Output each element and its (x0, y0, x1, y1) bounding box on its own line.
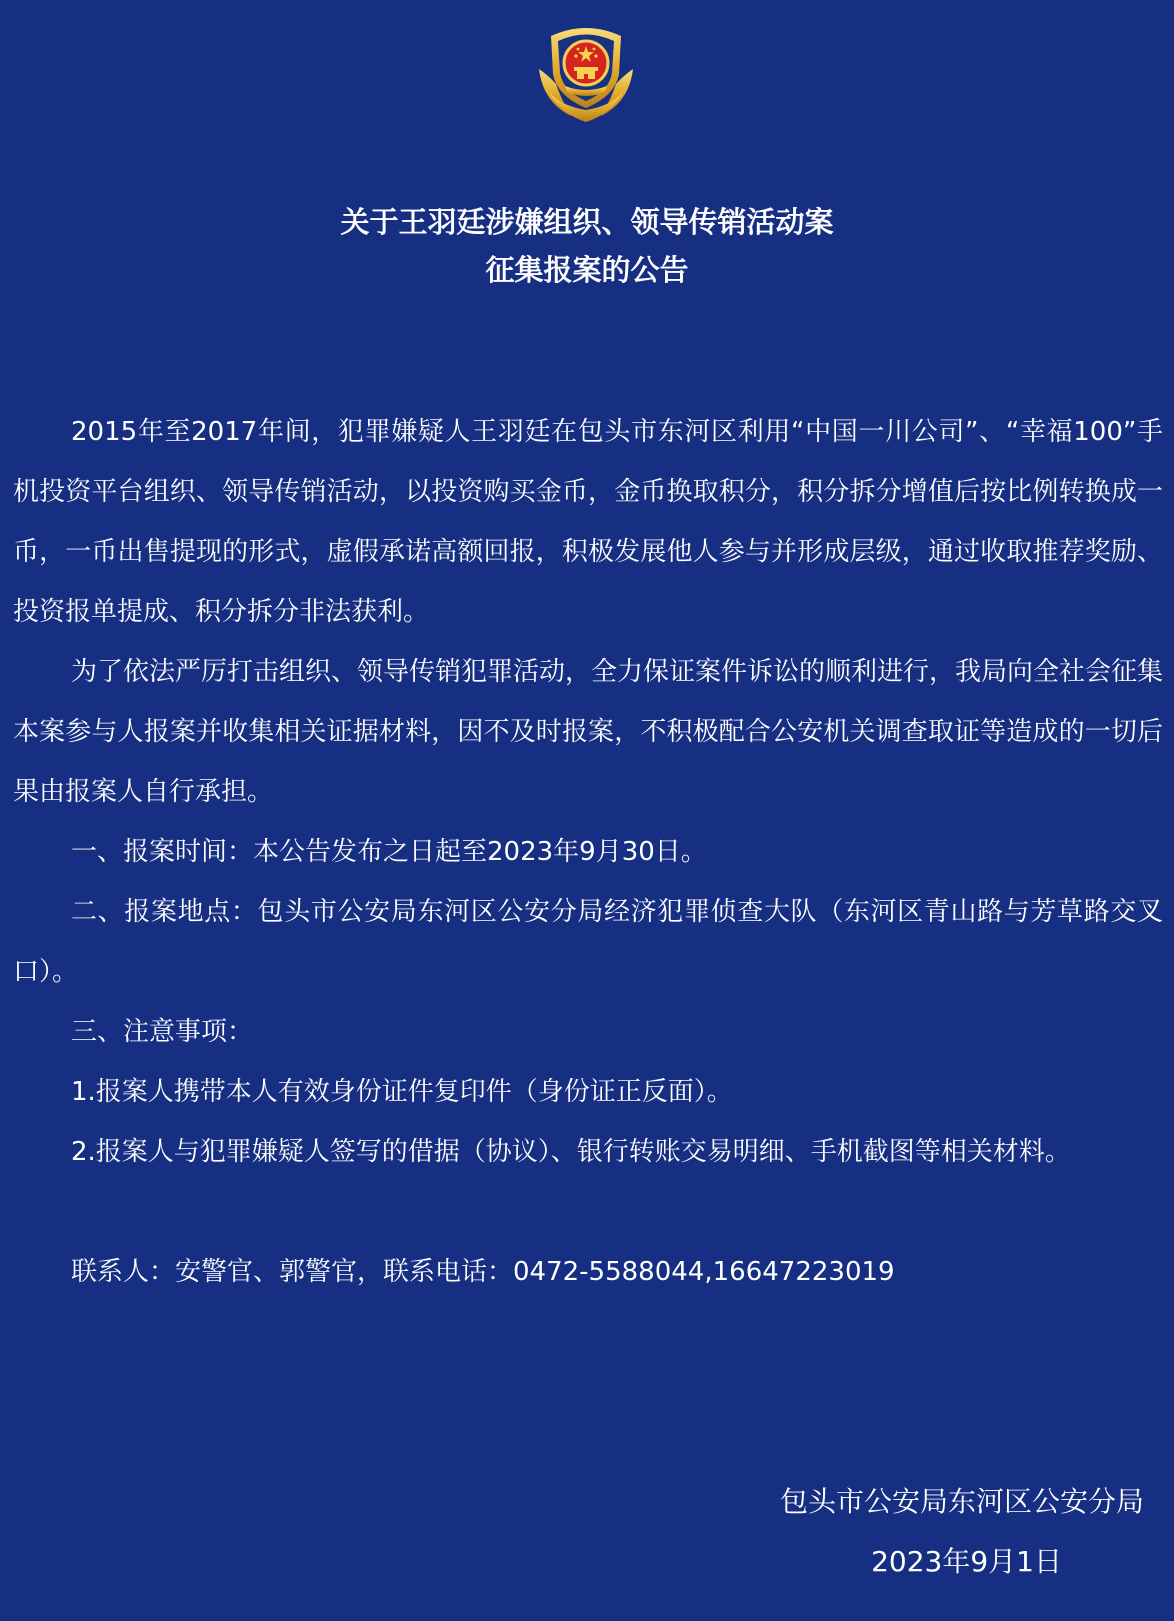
spacer (13, 1182, 1163, 1242)
announcement-title (0, 198, 1174, 294)
title-line-2: 征集报案的公告 (485, 253, 689, 287)
note-id-copy: 1.报案人携带本人有效身份证件复印件（身份证正反面）。 (71, 1077, 733, 1107)
contact-info: 联系人：安警官、郭警官，联系电话：0472-5588044,16647223019 (71, 1257, 895, 1287)
issuing-organization: 包头市公安局东河区公安分局 (779, 1485, 1144, 1518)
paragraph-case-description: 2015年至2017年间，犯罪嫌疑人王羽廷在包头市东河区利用“中国一川公司”、“幸福100”手机投资平台组织、领导传销活动，以投资购买金币，金币换取积分，积分拆分增值后按比例转换成一币，一币出售提现的形式，虚假承诺高额回报，积极发展他人参与并形成层级，通过收取推荐奖励、投资报单提成、积分拆分非法获利。 (13, 417, 1163, 627)
title-line-1: 关于王羽廷涉嫌组织、领导传销活动案 (340, 205, 834, 239)
item-notes-heading: 三、注意事项： (71, 1017, 254, 1047)
item-report-location: 二、报案地点：包头市公安局东河区公安分局经济犯罪侦查大队（东河区青山路与芳草路交叉口）。 (13, 897, 1163, 987)
issue-date: 2023年9月1日 (871, 1545, 1062, 1578)
paragraph-call-for-reports: 为了依法严厉打击组织、领导传销犯罪活动，全力保证案件诉讼的顺利进行，我局向全社会征集本案参与人报案并收集相关证据材料，因不及时报案，不积极配合公安机关调查取证等造成的一切后果由报案人自行承担。 (13, 657, 1164, 807)
announcement-body (13, 402, 1163, 1302)
signature-block (724, 1472, 1144, 1592)
item-report-time: 一、报案时间：本公告发布之日起至2023年9月30日。 (71, 837, 707, 867)
note-evidence-materials: 2.报案人与犯罪嫌疑人签写的借据（协议）、银行转账交易明细、手机截图等相关材料。 (71, 1137, 1071, 1167)
police-emblem-icon (531, 14, 641, 126)
